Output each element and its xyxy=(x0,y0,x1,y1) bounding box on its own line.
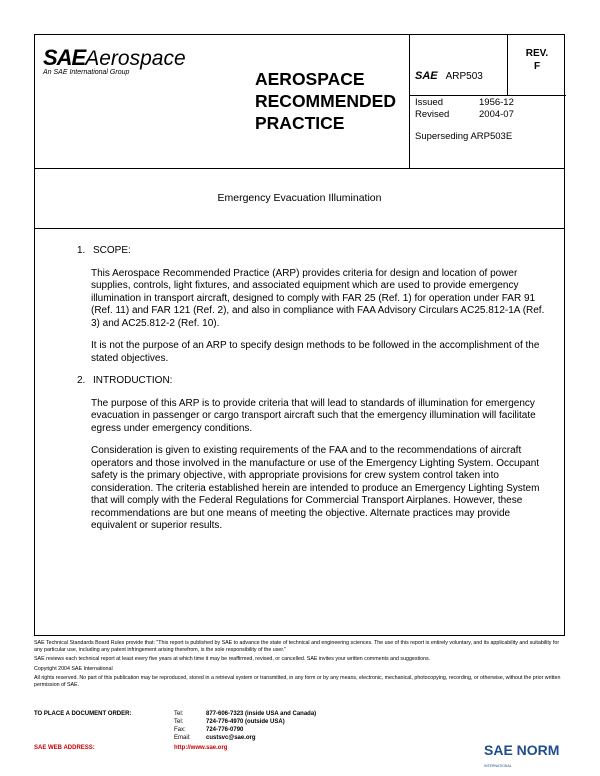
section-introduction xyxy=(77,375,547,533)
sae-aerospace-logo xyxy=(43,45,186,76)
legal-footer xyxy=(34,640,568,691)
divider xyxy=(409,35,410,168)
doc-type xyxy=(255,68,396,134)
doc-type-line: PRACTICE xyxy=(255,113,345,133)
doc-prefix: SAE xyxy=(415,70,438,82)
contact-value: 724-776-4970 (outside USA) xyxy=(206,719,285,725)
doc-number-value: ARP503 xyxy=(445,71,483,82)
contact-key: Tel: xyxy=(174,711,184,717)
footer-copyright: Copyright 2004 SAE International xyxy=(34,665,113,672)
paragraph: It is not the purpose of an ARP to specify design methods to be followed in the accomplishment of the stated objectives. xyxy=(91,340,540,364)
section-heading: INTRODUCTION: xyxy=(93,375,173,386)
web-label: SAE WEB ADDRESS: xyxy=(34,745,95,751)
section-number: 2. xyxy=(77,375,86,386)
superseding: Superseding ARP503E xyxy=(415,131,513,142)
revised-label: Revised xyxy=(415,109,450,120)
contact-key: Fax: xyxy=(174,727,186,733)
norm-logo-sub: INTERNATIONAL xyxy=(484,764,512,768)
email-link[interactable]: custsvc@sae.org xyxy=(206,735,256,741)
logo-aerospace: Aerospace xyxy=(85,47,186,70)
contact-key: Tel: xyxy=(174,719,184,725)
document-title: Emergency Evacuation Illumination xyxy=(35,168,564,229)
footer-rights: All rights reserved. No part of this publication may be reproduced, stored in a retrieval system or transmitted, in any form or by any means, electronic, mechanical, photocopying, recording, or otherwise, without the prior written permission of SAE. xyxy=(34,674,561,689)
section-scope xyxy=(77,245,547,365)
rev-label: REV. xyxy=(525,48,549,59)
footer-rules: SAE Technical Standards Board Rules provide that: "This report is published by SAE to advance the state of technical and engineering sciences. The use of this report is entirely voluntary, and its applicability and suitability for any particular use, including any patent infringement arising therefrom, is the sole responsibility of the user." xyxy=(34,640,560,654)
doc-type-line: RECOMMENDED xyxy=(255,91,396,111)
revised-value: 2004-07 xyxy=(479,109,514,120)
order-label: TO PLACE A DOCUMENT ORDER: xyxy=(34,711,132,717)
paragraph: Consideration is given to existing requirements of the FAA and to the recommendations of aircraft operators and those involved in the manufacture or use of the Emergency Lighting System. Occupant safety is the primary objective, with appropriate provisions for crew system control taken into consideration. The criteria established herein are intended to produce an Emergency Lighting System that will comply with the Federal Regulations for Commercial Transport Airplanes. However, these recommendations are but one means of meeting the objective. Alternate practices may provide equivalent or superior results. xyxy=(91,445,540,531)
section-number: 1. xyxy=(77,245,86,256)
paragraph: The purpose of this ARP is to provide criteria that will lead to standards of illumination for emergency evacuation in passenger or cargo transport aircraft such that the emergency illumination will facilitate egress under emergency conditions. xyxy=(91,397,536,434)
rev-value: F xyxy=(533,61,541,72)
issued-row xyxy=(415,97,514,108)
contact-value: 877-606-7323 (inside USA and Canada) xyxy=(206,711,317,717)
logo-sae: SAE xyxy=(43,45,86,70)
revision-box xyxy=(511,47,563,73)
norm-logo-text: SAE NORM xyxy=(484,742,560,758)
document-header xyxy=(35,35,564,169)
paragraph: This Aerospace Recommended Practice (ARP) provides criteria for design and location of power supplies, controls, light fixtures, and associated equipment which are used to provide emergency illumination in transport aircraft, designed to comply with FAR 25 (Ref. 1) for operation under FAR 91 (Ref. 11) and FAR 121 (Ref. 2), and also in compliance with FAA Advisory Circulars AC25.812-1A (Ref. 3) and AC25.812-2 (Ref. 10). xyxy=(91,267,545,329)
divider xyxy=(507,35,508,95)
footer-review: SAE reviews each technical report at least every five years at which time it may be reaffirmed, revised, or cancelled. SAE invites your written comments and suggestions. xyxy=(34,656,431,663)
issued-value: 1956-12 xyxy=(479,97,514,108)
divider xyxy=(409,95,566,96)
doc-number xyxy=(415,70,483,82)
logo-group: An SAE International Group xyxy=(43,69,130,76)
sae-norm-logo xyxy=(484,742,560,768)
section-heading: SCOPE: xyxy=(93,245,131,256)
doc-type-line: AEROSPACE xyxy=(255,69,365,89)
document-frame xyxy=(34,34,565,636)
revised-row xyxy=(415,109,514,120)
issued-label: Issued xyxy=(415,97,443,108)
contact-value: 724-776-0790 xyxy=(206,727,244,733)
web-link[interactable]: http://www.sae.org xyxy=(174,745,228,751)
contact-key: Email: xyxy=(174,735,191,741)
document-body xyxy=(77,245,547,543)
